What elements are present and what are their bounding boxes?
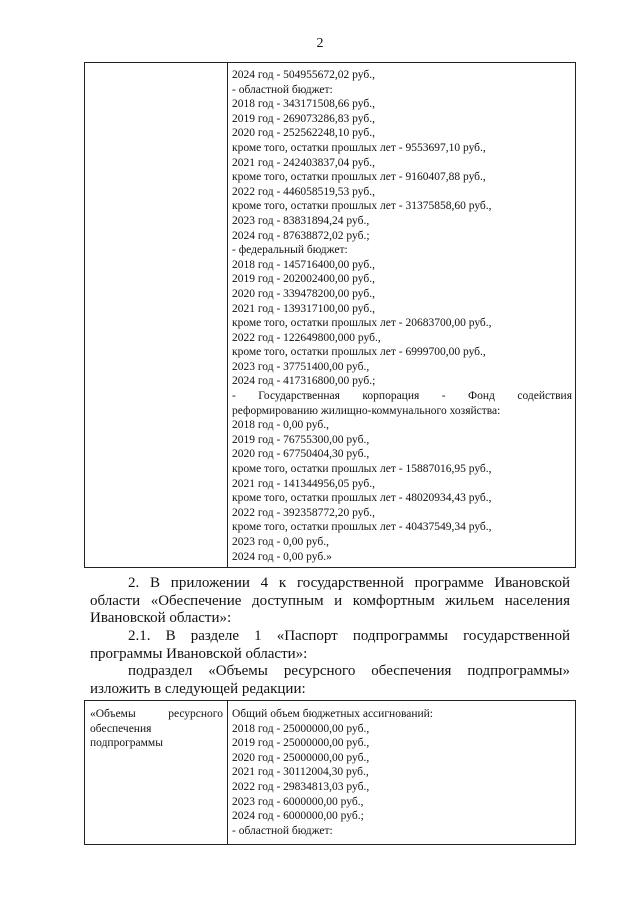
text-line: - областной бюджет: xyxy=(232,824,333,837)
values-cell xyxy=(228,701,576,845)
paragraph-2 xyxy=(90,575,570,628)
text-line: 2018 год - 25000000,00 руб., xyxy=(232,722,370,735)
text-line: - Государственная корпорация - Фонд содействия xyxy=(232,390,572,403)
paragraph-line: программы Ивановской области»: xyxy=(90,645,308,662)
text-line: 2022 год - 392358772,20 руб., xyxy=(232,506,375,519)
paragraph-subsection xyxy=(90,663,570,698)
text-line: 2018 год - 145716400,00 руб., xyxy=(232,258,375,271)
text-line: 2021 год - 139317100,00 руб., xyxy=(232,302,375,315)
text-line: кроме того, остатки прошлых лет - 6999700,00 руб., xyxy=(232,346,486,359)
text-line: кроме того, остатки прошлых лет - 15887016,95 руб., xyxy=(232,463,492,476)
text-line: 2022 год - 446058519,53 руб., xyxy=(232,185,375,198)
paragraph-line: подраздел «Объемы ресурсного обеспечения подпрограммы» xyxy=(128,663,570,679)
paragraph-line: 2. В приложении 4 к государственной программе Ивановской xyxy=(128,575,570,591)
text-line: 2021 год - 141344956,05 руб., xyxy=(232,477,375,490)
text-line: 2020 год - 67750404,30 руб., xyxy=(232,448,370,461)
paragraph-line: 2.1. В разделе 1 «Паспорт подпрограммы государственной xyxy=(128,628,570,644)
label-line: «Объемы ресурсного xyxy=(90,708,223,720)
text-line: 2021 год - 30112004,30 руб., xyxy=(232,766,369,779)
paragraph-line: Ивановской области»: xyxy=(90,610,232,626)
paragraph-line: изложить в следующей редакции: xyxy=(90,680,306,697)
text-line: кроме того, остатки прошлых лет - 9160407,88 руб., xyxy=(232,171,486,184)
text-line: кроме того, остатки прошлых лет - 20683700,00 руб., xyxy=(232,317,492,330)
text-line: 2020 год - 339478200,00 руб., xyxy=(232,287,375,300)
text-line: - областной бюджет: xyxy=(232,83,333,96)
label-line: подпрограммы xyxy=(90,737,163,750)
text-line: 2019 год - 269073286,83 руб., xyxy=(232,112,375,125)
text-line: - федеральный бюджет: xyxy=(232,244,348,257)
text-line: 2024 год - 504955672,02 руб., xyxy=(232,69,375,81)
funding-table-bottom xyxy=(84,700,576,845)
table-row xyxy=(85,63,576,568)
table-row xyxy=(85,701,576,845)
row-label xyxy=(85,701,227,751)
label-cell xyxy=(85,63,228,568)
text-line: 2018 год - 0,00 руб., xyxy=(232,419,329,432)
text-line: 2018 год - 343171508,66 руб., xyxy=(232,98,375,111)
label-cell xyxy=(85,701,228,845)
text-line: 2019 год - 25000000,00 руб., xyxy=(232,737,370,750)
text-line: 2024 год - 0,00 руб.» xyxy=(232,550,332,563)
text-line: кроме того, остатки прошлых лет - 31375858,60 руб., xyxy=(232,200,492,213)
label-line: обеспечения xyxy=(90,722,152,735)
text-line: 2023 год - 83831894,24 руб., xyxy=(232,214,370,227)
funding-table-top xyxy=(84,62,576,568)
text-line: 2023 год - 0,00 руб., xyxy=(232,536,329,548)
text-line: 2023 год - 37751400,00 руб., xyxy=(232,360,370,373)
text-line: 2022 год - 29834813,03 руб., xyxy=(232,780,370,793)
text-line: 2022 год - 122649800,000 руб., xyxy=(232,331,381,344)
values-cell xyxy=(228,63,576,568)
text-line: 2020 год - 252562248,10 руб., xyxy=(232,127,375,140)
text-line: Общий объем бюджетных ассигнований: xyxy=(232,708,433,720)
text-line: 2024 год - 6000000,00 руб.; xyxy=(232,810,364,823)
text-line: 2020 год - 25000000,00 руб., xyxy=(232,751,370,764)
text-line: 2024 год - 87638872,02 руб.; xyxy=(232,229,370,242)
paragraph-line: области «Обеспечение доступным и комфортным жильем населения xyxy=(90,592,570,609)
text-line: 2023 год - 6000000,00 руб., xyxy=(232,795,364,808)
text-line: 2024 год - 417316800,00 руб.; xyxy=(232,375,376,388)
paragraph-2-1 xyxy=(90,628,570,663)
text-line: реформированию жилищно-коммунального хозяйства: xyxy=(232,404,501,417)
text-line: кроме того, остатки прошлых лет - 48020934,43 руб., xyxy=(232,492,492,505)
text-line: 2021 год - 242403837,04 руб., xyxy=(232,156,375,169)
text-line: 2019 год - 76755300,00 руб., xyxy=(232,433,370,446)
text-line: кроме того, остатки прошлых лет - 9553697,10 руб., xyxy=(232,141,486,154)
text-line: кроме того, остатки прошлых лет - 40437549,34 руб., xyxy=(232,521,492,534)
page-number: 2 xyxy=(316,36,324,51)
text-line: 2019 год - 202002400,00 руб., xyxy=(232,273,375,286)
